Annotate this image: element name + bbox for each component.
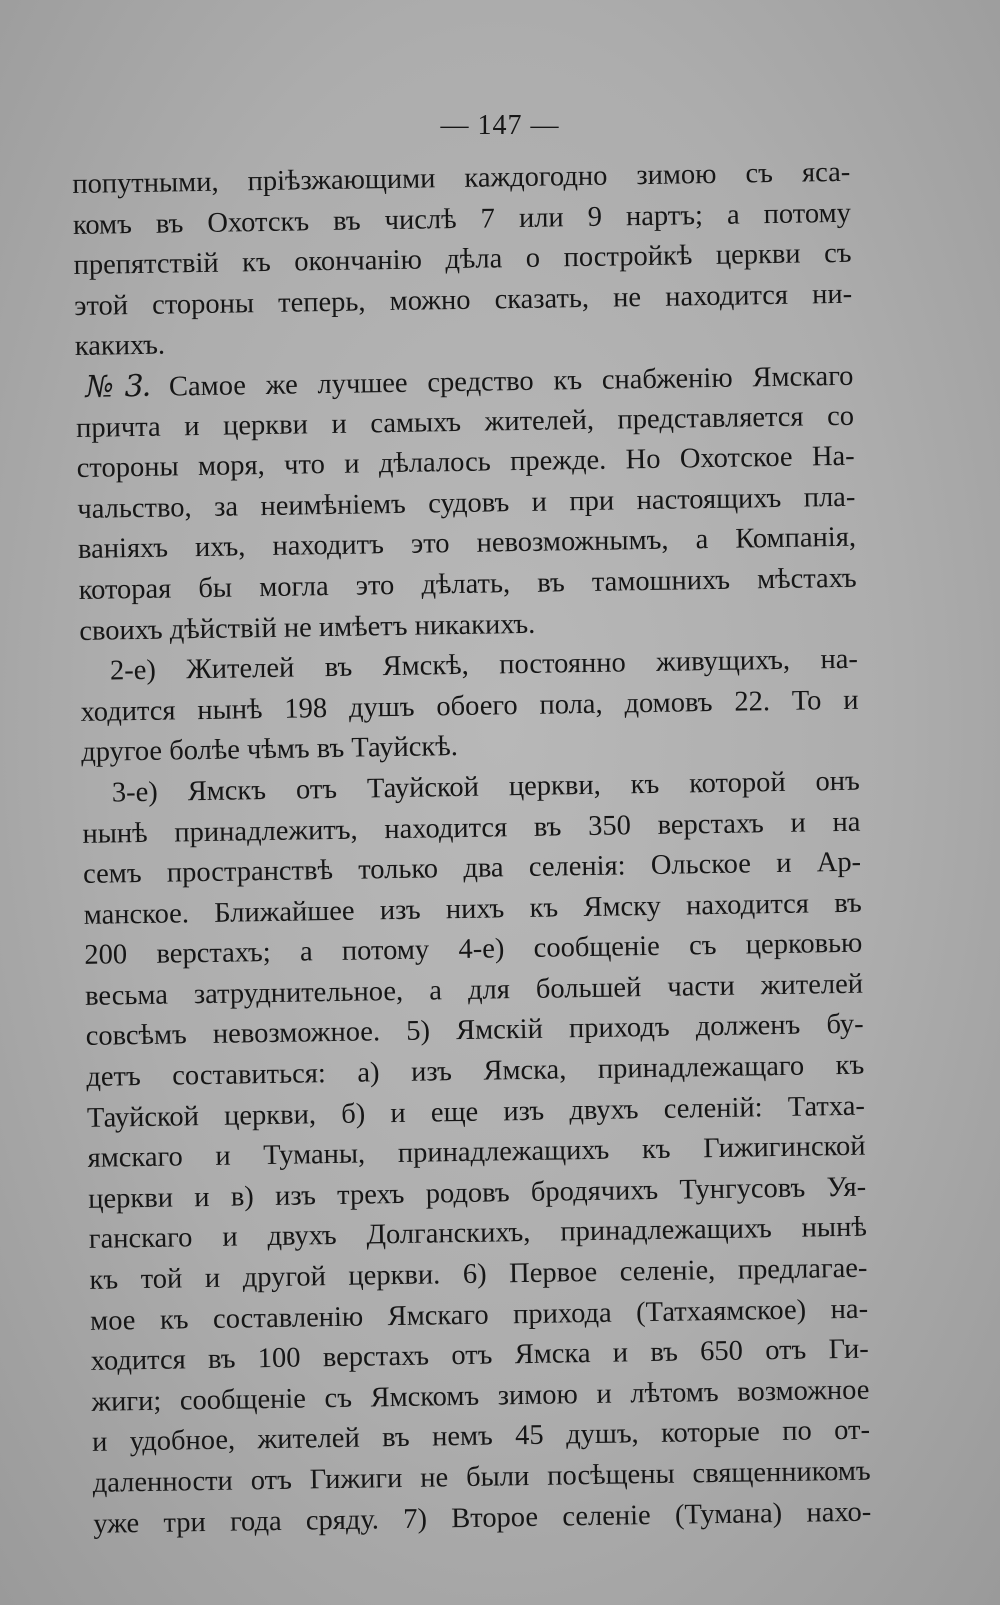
text-line: мое къ составленію Ямскаго прихода (Татхаямское) на- (89, 1293, 869, 1337)
text-line: семъ пространствѣ только два селенія: Ольское и Ар- (82, 846, 862, 891)
page-number: — 147 — (440, 110, 560, 141)
text-line: другое болѣе чѣмъ въ Тауйскѣ. (80, 731, 459, 769)
text-line: чальство, за неимѣніемъ судовъ и при настоящихъ пла- (77, 481, 856, 525)
text-line: этой стороны теперь, можно сказать, не находится ни- (73, 278, 853, 322)
text-line: манское. Ближайшее изъ нихъ къ Ямску находится въ (83, 887, 862, 931)
text-line: причта и церкви и самыхъ жителей, представляется со (75, 400, 855, 444)
text-line: 3-е) Ямскъ отъ Тауйской церкви, къ которой онъ (111, 765, 861, 809)
body-text (72, 153, 872, 1545)
text-line: своихъ дѣйствій не имѣетъ никакихъ. (79, 608, 536, 647)
text-line: жиги; сообщеніе съ Ямскомъ зимою и лѣтомъ возможное (91, 1374, 870, 1418)
text-line: совсѣмъ невозможное. 5) Ямскій приходъ долженъ бу- (85, 1009, 864, 1053)
text-line: нынѣ принадлежитъ, находится въ 350 верстахъ и на (82, 806, 861, 850)
text-line: стороны моря, что и дѣлалось прежде. Но Охотское На- (76, 440, 855, 485)
text-line: 200 верстахъ; а потому 4-е) сообщеніе съ церковью (84, 927, 863, 972)
text-line: весьма затруднительное, а для большей части жителей (84, 968, 864, 1012)
text-line: препятствій къ окончанію дѣла о постройкѣ церкви съ (73, 237, 852, 282)
text-line: уже три года сряду. 7) Второе селеніе (Тумана) нахо- (93, 1496, 872, 1540)
text-line: Тауйской церкви, б) и еще изъ двухъ селеній: Татха- (86, 1090, 866, 1134)
handwritten-mark: №3. (85, 368, 150, 405)
text-line: ходится нынѣ 198 душъ обоего пола, домовъ 22. То и (80, 684, 859, 728)
text-line-rest: Самое же лучшее средство къ снабженію Ямскаго (148, 360, 854, 403)
text-line: ямскаго и Туманы, принадлежащихъ къ Гижигинской (87, 1130, 866, 1175)
text-line: 2-е) Жителей въ Ямскѣ, постоянно живущихъ, на- (109, 643, 859, 687)
text-line: и удобное, жителей въ немъ 45 душъ, которые по от- (91, 1415, 871, 1459)
text-line: попутными, пріѣзжающими каждогодно зимою съ яса- (72, 156, 851, 200)
text-line: комъ въ Охотскъ въ числѣ 7 или 9 нартъ; а потому (72, 197, 852, 241)
text-line: къ той и другой церкви. 6) Первое селеніе, предлагае- (89, 1252, 868, 1296)
text-line: даленности отъ Гижиги не были посѣщены священникомъ (92, 1455, 871, 1499)
text-line: детъ составиться: а) изъ Ямска, принадлежащаго къ (86, 1049, 865, 1093)
text-line: ходится въ 100 верстахъ отъ Ямска и въ 650 отъ Ги- (90, 1333, 869, 1378)
text-line: церкви и в) изъ трехъ родовъ бродячихъ Тунгусовъ Уя- (88, 1171, 867, 1215)
text-line: ганскаго и двухъ Долганскихъ, принадлежащихъ нынѣ (88, 1212, 868, 1256)
text-line: ваніяхъ ихъ, находитъ это невозможнымъ, а Компанія, (77, 522, 857, 566)
text-line: какихъ. (74, 329, 166, 363)
text-line: которая бы могла это дѣлать, въ тамошнихъ мѣстахъ (78, 562, 857, 606)
